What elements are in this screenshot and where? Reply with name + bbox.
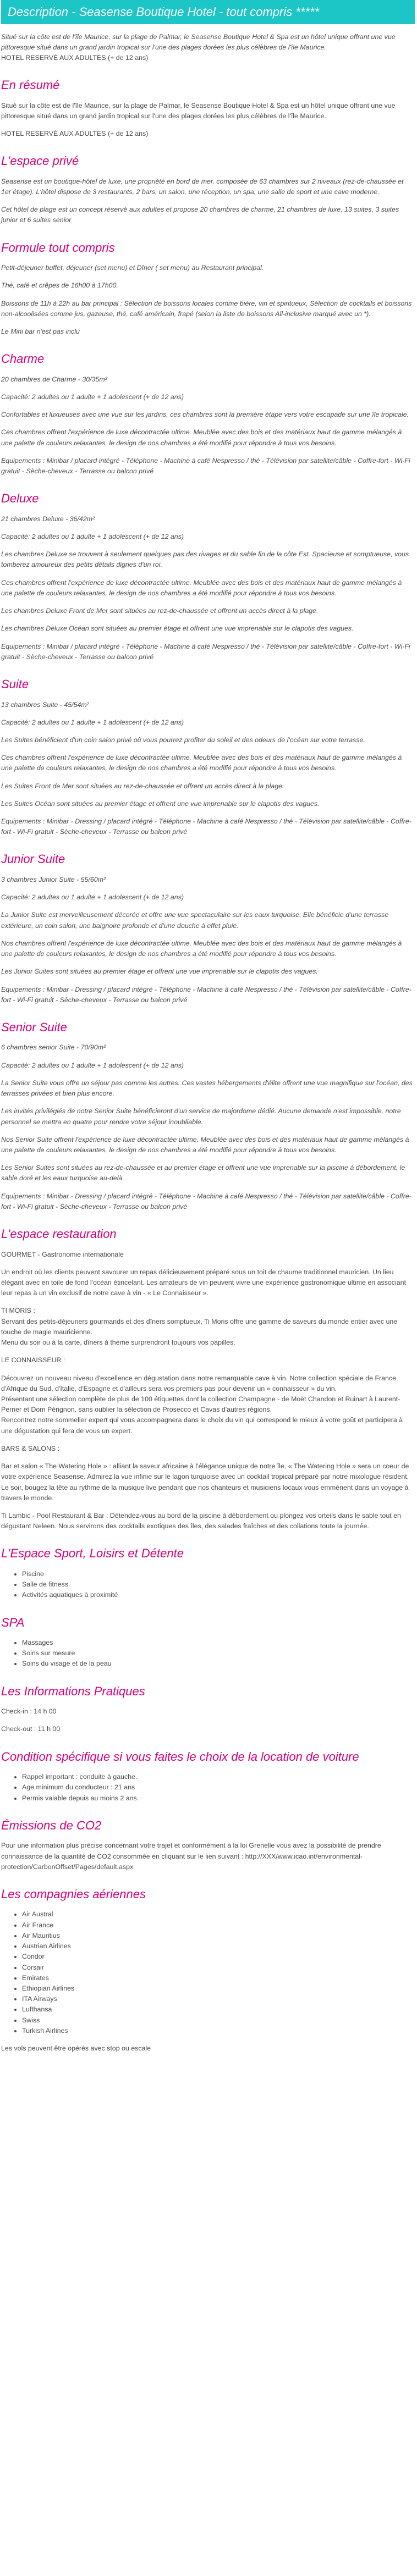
deluxe-text-2: Ces chambres offrent l'expérience de luxe décontractée ultime. Meublée avec des bois et des matériaux haut de gamme mélangés à une palette de couleurs relaxantes, le design de nos chambres a été modifié pour répondre à tous vos besoins. [1, 578, 402, 597]
sport-list [1, 1569, 415, 1601]
deluxe-capacity: Capacité: 2 adultes ou 1 adulte + 1 adolescent (+ de 12 ans) [1, 533, 184, 541]
section-title-sport: L'Espace Sport, Loisirs et Détente [1, 1546, 184, 1561]
deluxe-text-1: Les chambres Deluxe se trouvent à seulement quelques pas des rivages et du sable fin de la côte Est. Spacieuse et somptueuse, vous tomberez amoureux des petits détails dignes d'un roi. [1, 550, 409, 569]
junior-text-2: Nos chambres offrent l'expérience de luxe décontractée ultime. Meublée avec des bois et des matériaux haut de gamme mélangés à une palette de couleurs relaxantes, le design de nos chambres a été modifié pour répondre à tous vos besoins. [1, 939, 402, 958]
junior-equipment: Equipements : Minibar - Dressing / placard intégré - Téléphone - Machine à café Nespresso / thé - Télévision par satellite/câble - Coffre-fort - Wi-Fi gratuit - Sèche-cheveux - Terrasse ou balcon privé [1, 985, 411, 1004]
connaisseur-text-2: Présentant une sélection complète de plus de 100 étiquettes dont la collection Champagne - de Moët Chandon et Ruinart à Laurent-Perrier et Dom Pérignon, sans oublier la sélection de Prosecco et Cavas d'autres régions. [1, 1395, 400, 1414]
page-banner-title: Description - Seasense Boutique Hotel - tout compris ***** [1, 0, 415, 24]
senior-text-4: Les Senior Suites sont situées au rez-de-chaussée et au premier étage et offrent une vue imprenable sur la piscine à débordement, le sable doré et les eaux turquoise au-delà. [1, 1164, 405, 1182]
section-title-espace-prive: L'espace privé [1, 154, 79, 168]
gourmet-text: Un endroit où les clients peuvent savourer un repas délicieusement préparé sous un toit de chaume traditionnel mauricien. Un lieu élégant avec en toile de fond l'océan étincelant. Les amateurs de vin peuvent vivre une expérience gastronomique ultime en associant leur repas à un vin exclusif de notre cave à vin - « Le Connaisseur ». [1, 1268, 406, 1297]
junior-text-3: Les Junior Suites sont situées au premier étage et offrent une vue imprenable sur le clapotis des vagues. [1, 968, 318, 976]
section-title-resume: En résumé [1, 78, 60, 92]
espace-prive-text-1: Seasense est un boutique-hôtel de luxe, une propriété en bord de mer, composée de 63 chambres sur 2 niveaux (rez-de-chaussée et 1er étage). L'hôtel dispose de 3 restaurants, 2 bars, un salon, une réception, un spa, une salle de sport et une cave moderne. [1, 177, 404, 196]
list-item: • Air France [22, 1920, 415, 1931]
formule-text-1: Petit-déjeuner buffet, déjeuner (set menu) et Dîner ( set menu) au Restaurant principal. [1, 264, 264, 272]
bars-label: BARS & SALONS : [1, 1444, 60, 1452]
list-item: • Turkish Airlines [22, 2026, 415, 2036]
suite-capacity: Capacité: 2 adultes ou 1 adulte + 1 adolescent (+ de 12 ans) [1, 718, 184, 726]
charme-text-2: Ces chambres offrent l'expérience de luxe décontractée ultime. Meublée avec des bois et des matériaux haut de gamme mélangés à une palette de couleurs relaxantes, le design de nos chambres a été modifié pour répondre à tous vos besoins. [1, 428, 402, 447]
section-title-restauration: L'espace restauration [1, 1227, 117, 1241]
list-item: • Massages [22, 1638, 415, 1648]
suite-text-4: Les Suites Océan sont situées au premier étage et offrent une vue imprenable sur le clapotis des vagues. [1, 799, 320, 808]
section-title-infos: Les Informations Pratiques [1, 1684, 145, 1698]
section-title-airlines: Les compagnies aériennes [1, 1887, 146, 1901]
airlines-footer-note: Les vols peuvent être opérés avec stop ou escale [1, 2044, 151, 2053]
intro-text: Situé sur la côte est de l'île Maurice, sur la plage de Palmar, le Seasense Boutique Hotel & Spa est un hôtel unique offrant une vue pittoresque situé dans un grand jardin tropical sur l'une des plages dorées les plus célèbres de l'île Maurice. [1, 32, 396, 51]
deluxe-count: 21 chambres Deluxe - 36/42m² [1, 515, 95, 523]
list-item: • ITA Airways [22, 1994, 415, 2004]
list-item: • Age minimum du conducteur : 21 ans [22, 1782, 415, 1793]
list-item: • Swiss [22, 2015, 415, 2026]
list-item: • Permis valable depuis au moins 2 ans. [22, 1793, 415, 1804]
checkin-time: Check-in : 14 h 00 [1, 1707, 57, 1716]
connaisseur-label: LE CONNAISSEUR : [1, 1356, 65, 1364]
junior-count: 3 chambres Junior Suite - 55/60m² [1, 875, 106, 883]
list-item: • Rappel important : conduite à gauche. [22, 1772, 415, 1782]
section-title-co2: Émissions de CO2 [1, 1818, 102, 1832]
formule-text-4: Le Mini bar n'est pas inclu [1, 328, 80, 336]
deluxe-text-4: Les chambres Deluxe Océan sont situées au premier étage et offrent une vue imprenable sur le clapotis des vagues. [1, 624, 354, 633]
intro-adults-note: HOTEL RESERVÉ AUX ADULTES (+ de 12 ans) [1, 53, 149, 62]
resume-text: Situé sur la côte est de l'île Maurice, sur la plage de Palmar, le Seasense Boutique Hotel & Spa est un hôtel unique offrant une vue pittoresque situé dans un grand jardin tropical sur l'une des plages dorées les plus célèbres de l'île Maurice. [1, 101, 396, 120]
bars-text-1: Bar et salon « The Watering Hole » : alliant la saveur africaine à l'élégance unique de notre île, « The Watering Hole » sera un coeur de votre expérience Seasense. Admirez la vue infinie sur le lagon turquoise avec un cocktail tropical préparé par notre mixologue résident. Le soir, bougez la tête au rythme de la musique live pendant que nos chanteurs et musiciens locaux vous emmènent dans un voyage à travers le monde. [1, 1462, 409, 1502]
gourmet-label: GOURMET - Gastronomie internationale [1, 1250, 124, 1258]
senior-equipment: Equipements : Minibar - Dressing / placard intégré - Téléphone - Machine à café Nespresso / thé - Télévision par satellite/câble - Coffre-fort - Wi-Fi gratuit - Sèche-cheveux - Terrasse ou balcon privé [1, 1192, 411, 1210]
junior-capacity: Capacité: 2 adultes ou 1 adulte + 1 adolescent (+ de 12 ans) [1, 893, 184, 902]
list-item: • Corsair [22, 1963, 415, 1973]
espace-prive-text-2: Cet hôtel de plage est un concept réservé aux adultes et propose 20 chambres de charme, 21 chambres de luxe, 13 suites, 3 suites junior et 6 suites senior [1, 206, 399, 224]
list-item: • Salle de fitness [22, 1579, 415, 1590]
charme-capacity: Capacité: 2 adultes ou 1 adulte + 1 adolescent (+ de 12 ans) [1, 393, 184, 401]
list-item: • Ethiopian Airlines [22, 1983, 415, 1994]
suite-text-3: Les Suites Front de Mer sont situées au rez-de-chaussée et offrent un accès direct à la plage. [1, 782, 284, 790]
list-item: • Piscine [22, 1569, 415, 1579]
list-item: • Soins sur mesure [22, 1648, 415, 1659]
charme-count: 20 chambres de Charme - 30/35m² [1, 375, 107, 383]
co2-text: Pour une information plus précise concernant votre trajet et conformément à la loi Grenelle vous avez la possibilité de prendre connaissance de la quantité de CO2 consommée en cliquant sur le lien suivant : http://XXX/www.icao.int/environmental-protection/CarbonOffset/Pages/default.aspx [1, 1842, 381, 1871]
timoris-label: TI MORIS : [1, 1307, 35, 1315]
section-title-senior-suite: Senior Suite [1, 1020, 67, 1034]
list-item: • Condor [22, 1952, 415, 1962]
suite-count: 13 chambres Suite - 45/54m² [1, 700, 89, 709]
condition-list [1, 1772, 415, 1804]
section-title-suite: Suite [1, 677, 29, 691]
list-item: • Emirates [22, 1973, 415, 1983]
formule-text-2: Thé, café et crêpes de 16h00 à 17h00. [1, 281, 118, 290]
list-item: • Air Austral [22, 1909, 415, 1920]
suite-equipment: Equipements : Minibar - Dressing / placard intégré - Téléphone - Machine à café Nespresso / thé - Télévision par satellite/câble - Coffre-fort - Wi-Fi gratuit - Sèche-cheveux - Terrasse ou balcon privé [1, 817, 411, 836]
bars-text-2: Ti Lambic - Pool Restaurant & Bar : Détendez-vous au bord de la piscine à débordement ou plongez vos orteils dans le sable tout en dégustant Neleen. Nous servirons des cocktails exotiques des îles, des salades fraîches et des collations toute la journée. [1, 1511, 401, 1530]
deluxe-text-3: Les chambres Deluxe Front de Mer sont situées au rez-de-chaussée et offrent un accès direct à la plage. [1, 607, 319, 615]
list-item: • Activités aquatiques à proximité [22, 1590, 415, 1600]
suite-text-1: Les Suites bénéficient d'un coin salon privé où vous pourrez profiter du soleil et des odeurs de l'océan sur votre terrasse. [1, 736, 365, 744]
senior-count: 6 chambres senior Suite - 70/90m² [1, 1043, 106, 1052]
timoris-text: Servant des petits-déjeuners gourmands et des dîners somptueux, Ti Moris offre une gamme de saveurs du monde entier avec une touche de magie mauricienne. [1, 1317, 398, 1336]
charme-text-1: Confortables et luxueuses avec une vue sur les jardins, ces chambres sont la première étape vers votre escapade sur une île tropicale. [1, 411, 409, 419]
section-title-junior-suite: Junior Suite [1, 852, 65, 866]
list-item: • Austrian Airlines [22, 1941, 415, 1952]
connaisseur-text-3: Rencontrez notre sommelier expert qui vous accompagnera dans le choix du vin qui correspond le mieux à votre goût et participera à une dégustation qui fera de vous un expert. [1, 1416, 403, 1435]
connaisseur-text-1: Découvrez un nouveau niveau d'excellence en dégustation dans notre remarquable cave à vin. Notre collection spéciale de France, d'Afrique du Sud, d'Italie, d'Espagne et d'ailleurs sera vos premiers pas pour devenir un « connaisseur » du vin. [1, 1374, 398, 1392]
section-title-deluxe: Deluxe [1, 491, 39, 506]
checkout-time: Check-out : 11 h 00 [1, 1725, 61, 1733]
senior-text-1: La Senior Suite vous offre un séjour pas comme les autres. Ces vastes hébergements d'élite offrent une vue magnifique sur l'océan, des terrasses privées et bien plus encore. [1, 1079, 413, 1098]
senior-capacity: Capacité: 2 adultes ou 1 adulte + 1 adolescent (+ de 12 ans) [1, 1061, 184, 1069]
resume-adults-note: HOTEL RESERVÉ AUX ADULTES (+ de 12 ans) [1, 130, 149, 138]
list-item: • Air Mauritius [22, 1931, 415, 1941]
airlines-list [1, 1909, 415, 2036]
charme-equipment: Equipements : Minibar / placard intégré - Téléphone - Machine à café Nespresso / thé - Télévision par satellite/câble - Coffre-fort - Wi-Fi gratuit - Sèche-cheveux - Terrasse ou balcon privé [1, 456, 410, 476]
deluxe-equipment: Equipements : Minibar / placard intégré - Téléphone - Machine à café Nespresso / thé - Télévision par satellite/câble - Coffre-fort - Wi-Fi gratuit - Sèche-cheveux - Terrasse ou balcon privé [1, 642, 410, 661]
section-title-spa: SPA [1, 1615, 25, 1629]
senior-text-3: Nos Senior Suite offrent l'expérience de luxe décontractée ultime. Meublée avec des bois et des matériaux haut de gamme mélangés à une palette de couleurs relaxantes, le design de nos chambres a été modifié pour répondre à tous vos besoins. [1, 1135, 409, 1154]
formule-text-3: Boissons de 11h à 22h au bar principal : Sélection de boissons locales comme bière, vin et spiritueux, Sélection de cocktails et boissons non-alcoolisées comme jus, gazeuse, thé, café américain, frapé (selon la liste de boissons All-inclusive marqué avec un *). [1, 299, 412, 318]
junior-text-1: La Junior Suite est merveilleusement décorée et offre une vue spectaculaire sur les eaux turquoise. Elle bénéficie d'une terrasse extérieure, un coin salon, une baignoire profonde et d'une douche à effet pluie. [1, 911, 389, 930]
suite-text-2: Ces chambres offrent l'expérience de luxe décontractée ultime. Meublée avec des bois et des matériaux haut de gamme mélangés à une palette de couleurs relaxantes, le design de nos chambres a été modifié pour répondre à tous vos besoins. [1, 754, 402, 772]
section-title-condition: Condition spécifique si vous faites le choix de la location de voiture [1, 1749, 359, 1764]
section-title-formule: Formule tout compris [1, 240, 115, 255]
list-item: • Lufthansa [22, 2004, 415, 2015]
senior-text-2: Les invités privilégiés de notre Senior Suite bénéficieront d'un service de majordome dédié. Aucune demande n'est impossible, notre personnel se mettra en quatre pour rendre votre séjour inoubliable. [1, 1107, 401, 1126]
timoris-note: Menu du soir ou à la carte, dîners à thème surprendront toujours vos papilles. [1, 1339, 235, 1347]
list-item: • Soins du visage et de la peau [22, 1659, 415, 1669]
spa-list [1, 1638, 415, 1670]
section-title-charme: Charme [1, 352, 45, 366]
